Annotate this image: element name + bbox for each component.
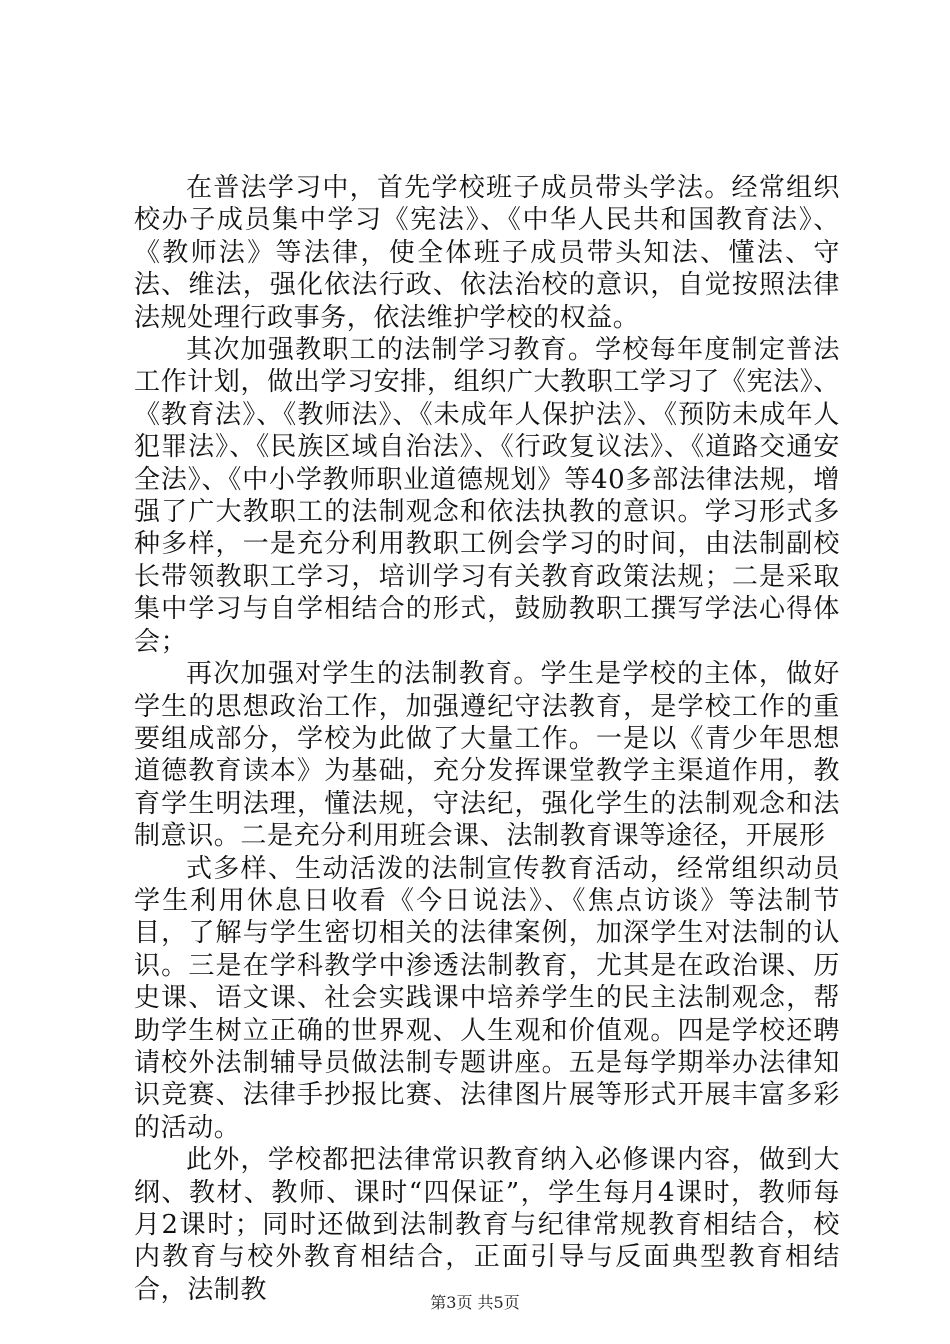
document-body <box>134 172 840 1306</box>
paragraph-5: 此外，学校都把法律常识教育纳入必修课内容，做到大纲、教材、教师、课时“四保证”，学生每月4课时，教师每月2课时；同时还做到法制教育与纪律常规教育相结合，校内教育与校外教育相结合，正面引导与反面典型教育相结合，法制教 <box>134 1145 840 1305</box>
paragraph-4: 式多样、生动活泼的法制宣传教育活动，经常组织动员学生利用休息日收看《今日说法》、《焦点访谈》等法制节目，了解与学生密切相关的法律案例，加深学生对法制的认识。三是在学科教学中渗透法制教育，尤其是在政治课、历史课、语文课、社会实践课中培养学生的民主法制观念，帮助学生树立正确的世界观、人生观和价值观。四是学校还聘请校外法制辅导员做法制专题讲座。五是每学期举办法律知识竞赛、法律手抄报比赛、法律图片展等形式开展丰富多彩的活动。 <box>134 853 840 1143</box>
paragraph-1: 在普法学习中，首先学校班子成员带头学法。经常组织校办子成员集中学习《宪法》、《中华人民共和国教育法》、《教师法》等法律，使全体班子成员带头知法、懂法、守法、维法，强化依法行政、依法治校的意识，自觉按照法律法规处理行政事务，依法维护学校的权益。 <box>134 173 840 333</box>
paragraph-2: 其次加强教职工的法制学习教育。学校每年度制定普法工作计划，做出学习安排，组织广大教职工学习了《宪法》、《教育法》、《教师法》、《未成年人保护法》、《预防未成年人犯罪法》、《民族区域自治法》、《行政复议法》、《道路交通安全法》、《中小学教师职业道德规划》等40多部法律法规，增强了广大教职工的法制观念和依法执教的意识。学习形式多种多样，一是充分利用教职工例会学习的时间，由法制副校长带领教职工学习，培训学习有关教育政策法规；二是采取集中学习与自学相结合的形式，鼓励教职工撰写学法心得体会； <box>134 335 840 657</box>
paragraph-3: 再次加强对学生的法制教育。学生是学校的主体，做好学生的思想政治工作，加强遵纪守法教育，是学校工作的重要组成部分，学校为此做了大量工作。一是以《青少年思想道德教育读本》为基础，充分发挥课堂教学主渠道作用，教育学生明法理，懂法规，守法纪，强化学生的法制观念和法制意识。二是充分利用班会课、法制教育课等途径，开展形 <box>134 659 840 852</box>
page-number-footer: 第3页 共5页 <box>430 1293 520 1312</box>
